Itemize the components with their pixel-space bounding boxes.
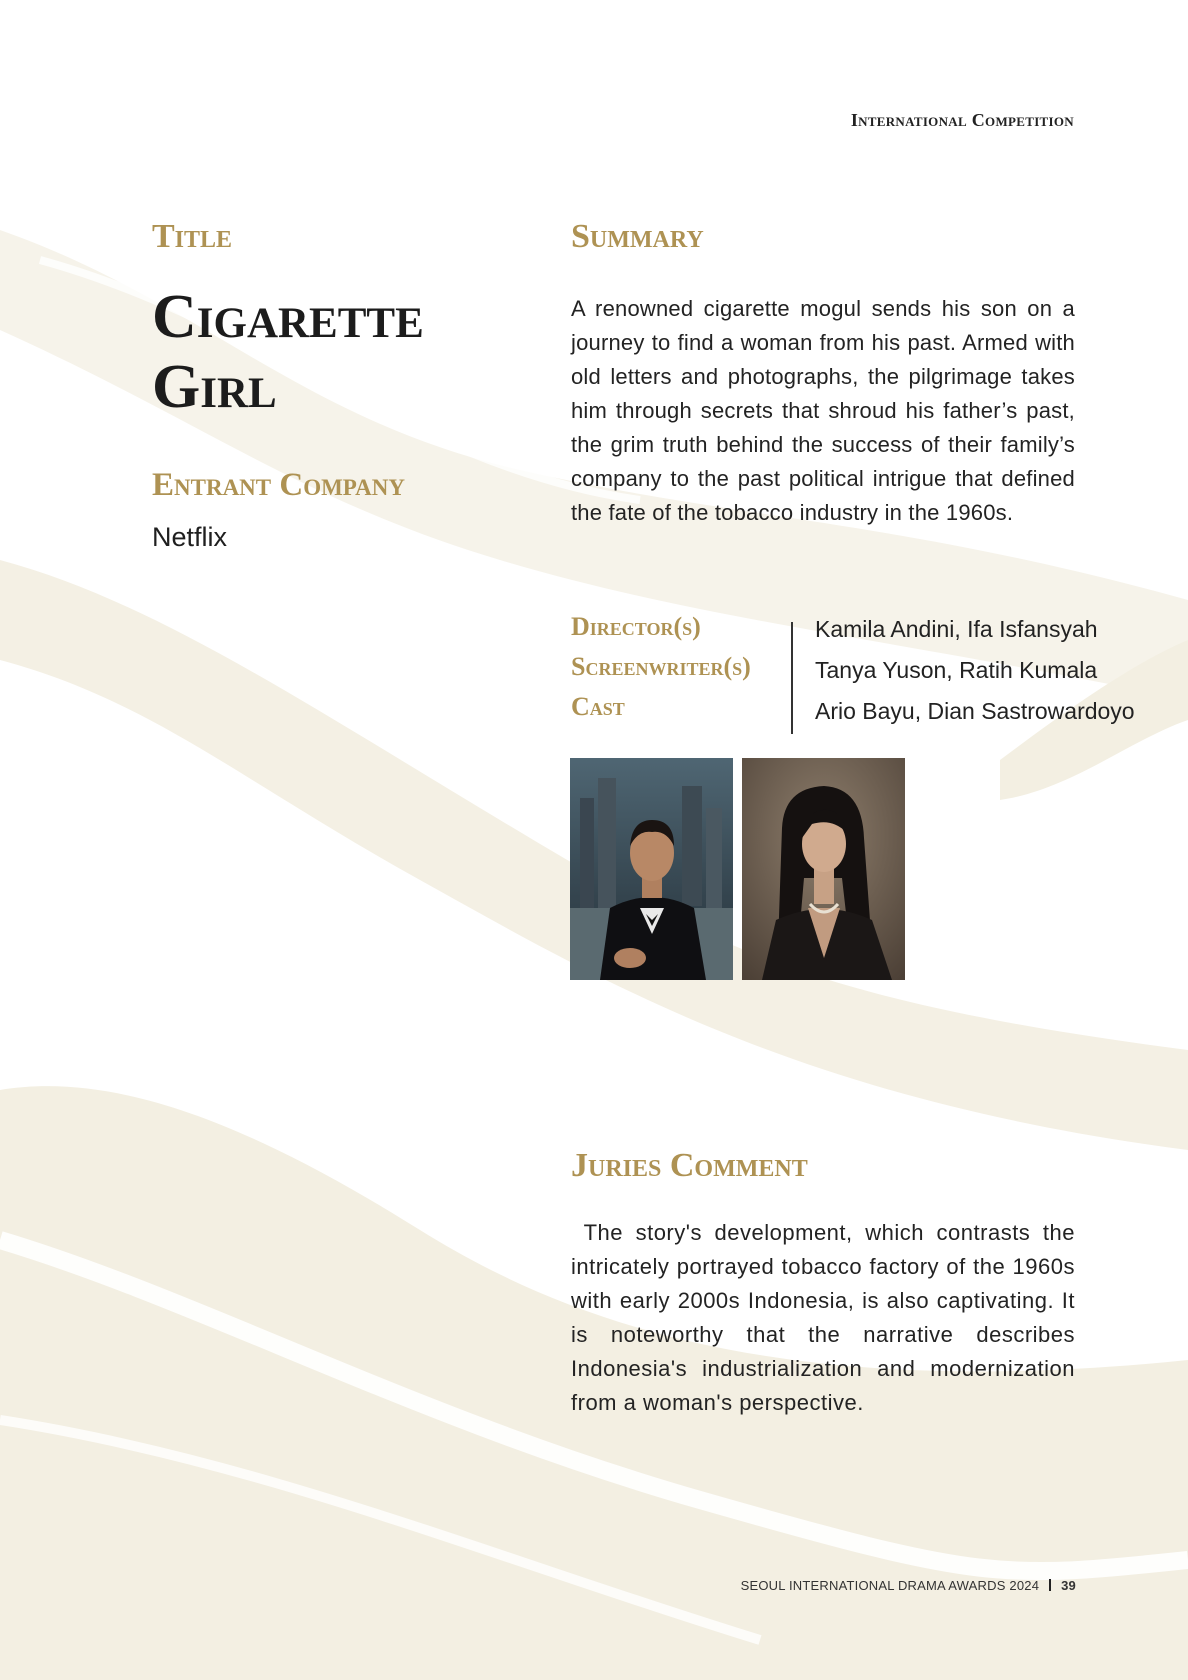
page-number: 39	[1061, 1578, 1076, 1593]
show-title-line-1: Cigarette	[152, 283, 424, 351]
cast-photo-actor	[570, 758, 733, 980]
summary-text: A renowned cigarette mogul sends his son on a journey to find a woman from his past. Armed with old letters and photographs, the pilgrimage takes him through secrets that shroud his father’s past, the grim truth behind the success of their family’s company to the past political intrigue that defined the fate of the tobacco industry in the 1960s.	[571, 296, 1075, 525]
footer-event-name: SEOUL INTERNATIONAL DRAMA AWARDS 2024	[740, 1578, 1040, 1593]
screenwriter-value: Tanya Yuson, Ratih Kumala	[815, 657, 1098, 683]
credits-block	[571, 610, 1135, 730]
credits-divider	[791, 622, 793, 734]
show-title-line-2: Girl	[152, 353, 277, 421]
juries-comment-text: The story's development, which contrasts the intricately portrayed tobacco factory of the 1960s with early 2000s Indonesia, is also captivating. It is noteworthy that the narrative describes Indonesia's industrialization and modernization from a woman's perspective.	[571, 1220, 1082, 1415]
juries-comment-label: Juries Comment	[571, 1147, 808, 1184]
director-label: Director(s)	[571, 612, 701, 641]
footer-separator	[1049, 1579, 1051, 1591]
cast-value: Ario Bayu, Dian Sastrowardoyo	[815, 698, 1135, 724]
cast-photo-actress	[742, 758, 905, 980]
show-title	[152, 282, 512, 422]
director-value: Kamila Andini, Ifa Isfansyah	[815, 616, 1098, 642]
cast-label: Cast	[571, 692, 625, 721]
entrant-company-value: Netflix	[152, 522, 228, 552]
section-header: International Competition	[850, 110, 1074, 130]
page-footer	[741, 1578, 1076, 1593]
summary-label: Summary	[571, 218, 704, 255]
title-label: Title	[152, 218, 233, 255]
entrant-company-label: Entrant Company	[152, 467, 405, 503]
screenwriter-label: Screenwriter(s)	[571, 652, 751, 681]
